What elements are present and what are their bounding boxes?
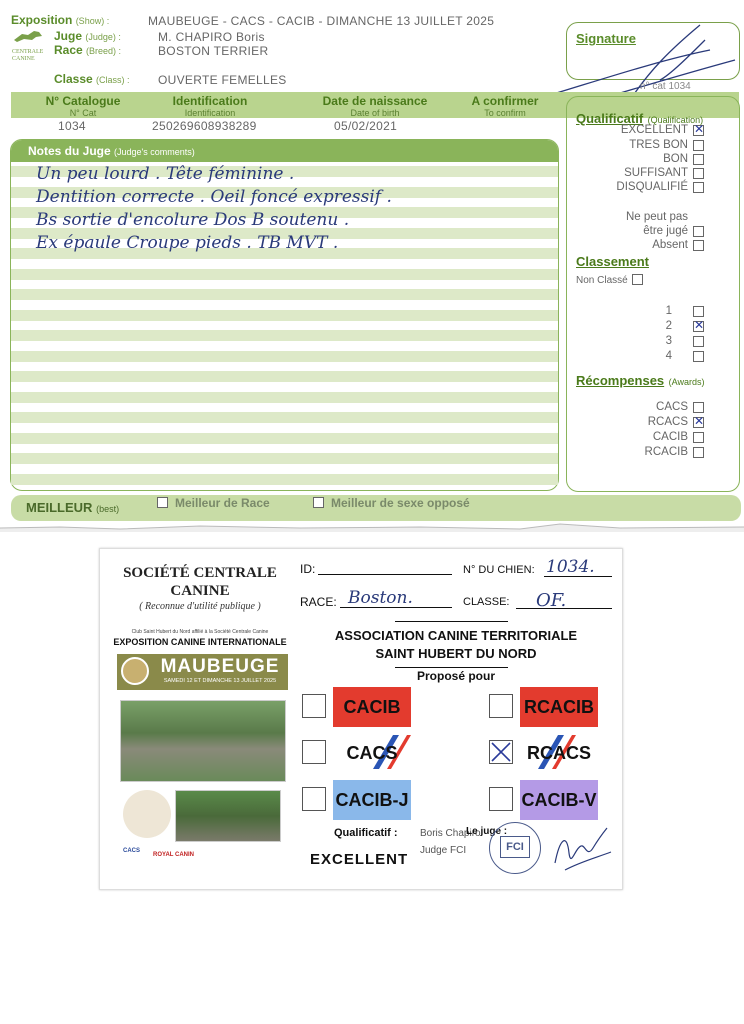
dog-logo-icon <box>12 28 46 44</box>
rang-2-label: 2 <box>665 320 672 332</box>
race-label: Race (Breed) : <box>54 43 122 57</box>
badge-cacib-j: CACIB-J <box>333 780 411 820</box>
notes-line: Ex épaule Croupe pieds . TB MVT . <box>36 233 339 253</box>
chien-label: N° DU CHIEN: <box>463 564 535 576</box>
exposition-value: MAUBEUGE - CACS - CACIB - DIMANCHE 13 JUILLET 2025 <box>148 14 495 28</box>
rang-1-label: 1 <box>665 305 672 317</box>
badge-rcacs: RCACS <box>520 733 598 773</box>
qual-suffisant-checkbox[interactable] <box>693 168 704 179</box>
award-rcacs-checkbox[interactable] <box>693 417 704 428</box>
award-cacib-label: CACIB <box>652 431 688 443</box>
card-qualif-label: Qualificatif : <box>334 827 398 839</box>
rang-3-label: 3 <box>665 335 672 347</box>
non-classe-checkbox[interactable] <box>632 274 643 285</box>
ne-peut-checkbox[interactable] <box>693 226 704 237</box>
divider-top <box>395 621 508 622</box>
award-cacib-checkbox[interactable] <box>693 432 704 443</box>
award-rcacib-checkbox[interactable] <box>693 447 704 458</box>
cacib-checkbox[interactable] <box>302 694 326 718</box>
rang-1-checkbox[interactable] <box>693 306 704 317</box>
notes-ruling-line <box>11 433 558 444</box>
qual-excellent-checkbox[interactable] <box>693 125 704 136</box>
meilleur-sexe-checkbox[interactable] <box>313 497 324 508</box>
catalogue-value: 1034 <box>58 119 86 133</box>
notes-ruling-line <box>11 330 558 341</box>
card-classe-label: CLASSE: <box>463 596 510 608</box>
fci-stamp <box>489 822 541 874</box>
classe-label: Classe (Class) : <box>54 72 130 86</box>
rcacib-checkbox[interactable] <box>489 694 513 718</box>
meilleur-race-label: Meilleur de Race <box>175 496 270 510</box>
notes-ruling-line <box>11 412 558 423</box>
check-cross-icon <box>490 741 512 763</box>
card-signature <box>545 818 615 878</box>
identification-value: 250269608938289 <box>152 119 257 133</box>
col-date-naissance: Date de naissance Date of birth <box>322 94 428 118</box>
org-name: SOCIÉTÉ CENTRALE CANINE <box>123 565 277 599</box>
footer-logo-cacs: CACS <box>123 848 141 854</box>
notes-line: Bs sortie d'encolure Dos B soutenu . <box>36 210 350 230</box>
award-rcacs-label: RCACS <box>647 416 688 428</box>
rang-4-label: 4 <box>665 350 672 362</box>
qual-bon-label: BON <box>663 153 688 165</box>
expo-title: EXPOSITION CANINE INTERNATIONALE <box>113 637 287 647</box>
notes-ruling-line <box>11 269 558 280</box>
col-catalogue: N° Catalogue N° Cat <box>45 94 121 118</box>
divider-bottom <box>395 667 508 668</box>
badge-cacib: CACIB <box>333 687 411 727</box>
award-rcacib-label: RCACIB <box>644 446 688 458</box>
absent-label: Absent <box>652 239 688 251</box>
city-dates: SAMEDI 12 ET DIMANCHE 13 JUILLET 2025 <box>163 678 277 684</box>
rcacs-checkbox[interactable] <box>489 740 513 764</box>
badge-cacs: CACS <box>333 733 411 773</box>
city-name: MAUBEUGE <box>160 656 280 677</box>
absent-checkbox[interactable] <box>693 240 704 251</box>
footer-logo-royal-canin: ROYAL CANIN <box>153 852 195 858</box>
rang-4-checkbox[interactable] <box>693 351 704 362</box>
logo-text: CENTRALE CANINE <box>12 49 44 62</box>
award-cacs-label: CACS <box>656 401 688 413</box>
judge-label: Juge (Judge) : <box>54 29 121 43</box>
notes-ruling-line <box>11 289 558 300</box>
catalogue-number-top: n° cat 1034 <box>640 81 691 92</box>
stag-watermark-icon <box>123 790 171 838</box>
qual-disqualifie-checkbox[interactable] <box>693 182 704 193</box>
card-race-label: RACE: <box>300 595 337 609</box>
card-race-value: Boston. <box>348 588 413 608</box>
notes-ruling-line <box>11 310 558 321</box>
classe-value: OUVERTE FEMELLES <box>158 73 287 87</box>
notes-line: Dentition correcte . Oeil foncé expressif . <box>36 187 392 207</box>
notes-label: Notes du Juge (Judge's comments) <box>28 144 195 158</box>
cacib-j-checkbox[interactable] <box>302 787 326 811</box>
show-photo-2 <box>175 790 281 842</box>
badge-rcacib: RCACIB <box>520 687 598 727</box>
notes-ruling-line <box>11 453 558 464</box>
ne-peut-label-1: Ne peut pas <box>625 211 688 223</box>
judge-value: M. CHAPIRO Boris <box>158 30 265 44</box>
stag-emblem-icon <box>121 657 149 685</box>
qual-suffisant-label: SUFFISANT <box>624 167 688 179</box>
notes-ruling-line <box>11 474 558 485</box>
non-classe-label: Non Classé <box>576 275 628 286</box>
fci-stamp-text: FCI <box>500 836 530 858</box>
classement-label: Classement <box>576 254 649 269</box>
cacs-checkbox[interactable] <box>302 740 326 764</box>
cacib-v-checkbox[interactable] <box>489 787 513 811</box>
qual-tres-bon-checkbox[interactable] <box>693 140 704 151</box>
award-cacs-checkbox[interactable] <box>693 402 704 413</box>
le-juge-label: Le juge : <box>466 826 508 837</box>
race-value: BOSTON TERRIER <box>158 44 269 58</box>
card-classe-value: OF. <box>536 590 567 611</box>
notes-line: Un peu lourd . Tête féminine . <box>36 164 295 184</box>
judge-notes <box>36 163 556 255</box>
meilleur-race-checkbox[interactable] <box>157 497 168 508</box>
rang-3-checkbox[interactable] <box>693 336 704 347</box>
ne-peut-label-2: être jugé <box>643 225 688 237</box>
assoc-name: ASSOCIATION CANINE TERRITORIALE SAINT HUBERT DU NORD <box>334 628 578 661</box>
qualificatif-label: Qualificatif (Qualification) <box>576 111 704 126</box>
meilleur-label: MEILLEUR (best) <box>26 500 120 515</box>
meilleur-sexe-label: Meilleur de sexe opposé <box>331 496 470 510</box>
notes-ruling-line <box>11 351 558 362</box>
qual-tres-bon-label: TRES BON <box>629 139 688 151</box>
club-small-line: Club Saint Hubert du Nord affilié à la Société Centrale Canine <box>131 629 269 635</box>
col-identification: Identification Identification <box>172 94 248 118</box>
org-subtitle: ( Reconnue d'utilité publique ) <box>139 601 261 612</box>
chien-value: 1034. <box>546 557 595 577</box>
propose-label: Proposé pour <box>416 669 495 683</box>
stamp-name: Boris Chapiro <box>420 828 481 839</box>
stamp-title: Judge FCI <box>420 845 467 856</box>
paper-edge <box>0 518 744 532</box>
badge-cacib-v: CACIB-V <box>520 780 598 820</box>
notes-ruling-line <box>11 392 558 403</box>
qual-bon-checkbox[interactable] <box>693 154 704 165</box>
exposition-label: Exposition (Show) : <box>11 13 110 27</box>
signature-label: Signature <box>576 31 636 46</box>
id-label: ID: <box>300 562 316 576</box>
qual-excellent-label: EXCELLENT <box>620 124 688 136</box>
id-line <box>318 574 452 575</box>
recompenses-label: Récompenses (Awards) <box>576 373 705 388</box>
qual-disqualifie-label: DISQUALIFIÉ <box>616 181 688 193</box>
birthdate-value: 05/02/2021 <box>334 119 398 133</box>
rang-2-checkbox[interactable] <box>693 321 704 332</box>
notes-ruling-line <box>11 371 558 382</box>
scc-logo <box>12 28 46 60</box>
col-a-confirmer: A confirmer To confirm <box>471 94 539 118</box>
card-qualif-value: EXCELLENT <box>310 851 409 868</box>
show-photo-1 <box>120 700 286 782</box>
